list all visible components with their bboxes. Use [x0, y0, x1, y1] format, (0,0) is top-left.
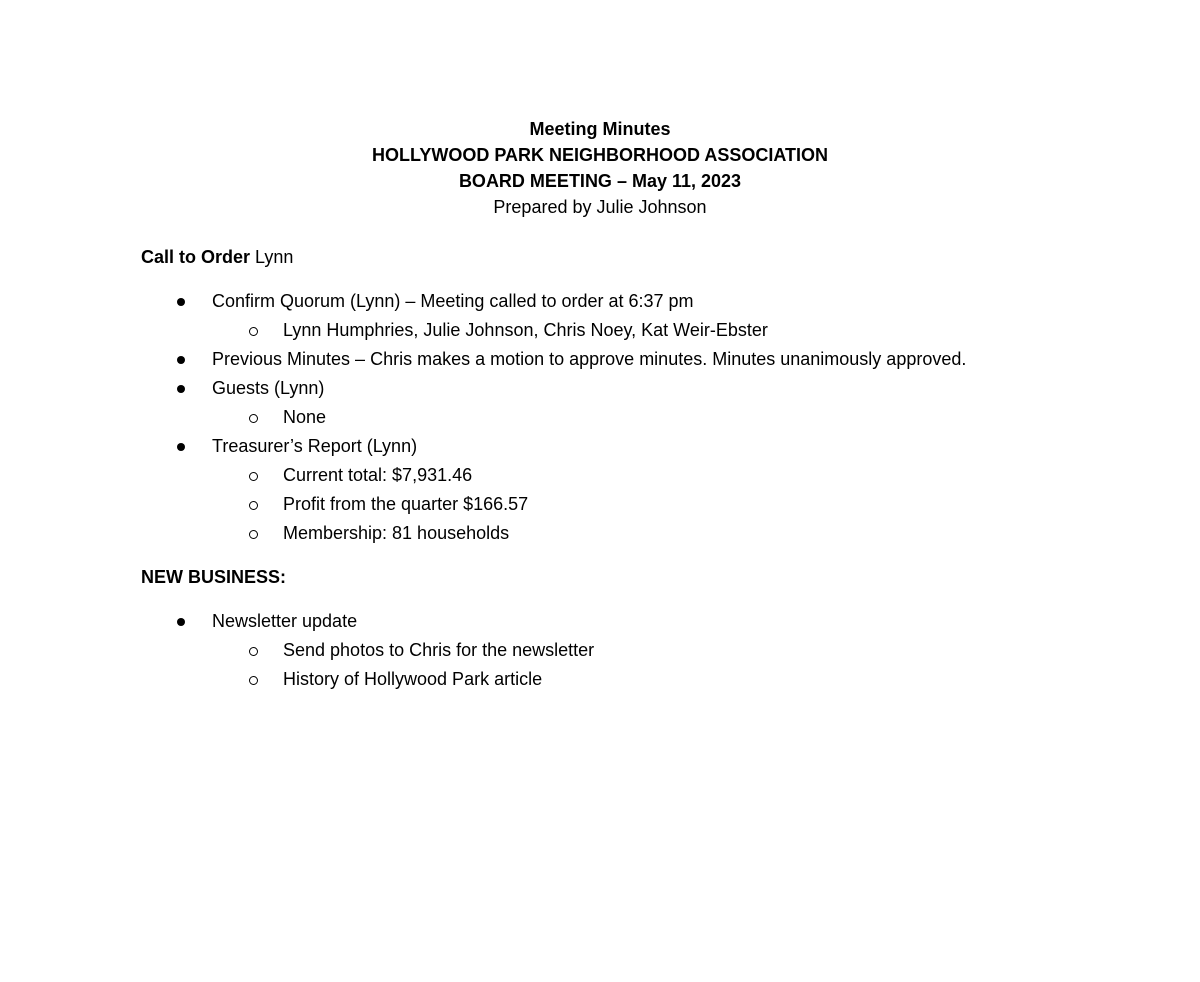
list-item — [0, 345, 1200, 374]
list-item-text: Membership: 81 households — [283, 523, 510, 543]
document-header — [0, 116, 1200, 220]
list-item-text: Lynn Humphries, Julie Johnson, Chris Noey, Kat Weir-Ebster — [283, 320, 768, 340]
bullet-icon — [177, 385, 185, 393]
list-item — [0, 403, 1200, 432]
hollow-bullet-icon — [249, 676, 258, 685]
list-item-text: Guests (Lynn) — [212, 378, 325, 398]
list-item-text: Current total: $7,931.46 — [283, 465, 473, 485]
list-item-text: History of Hollywood Park article — [283, 669, 543, 689]
hollow-bullet-icon — [249, 647, 258, 656]
hollow-bullet-icon — [249, 530, 258, 539]
list-item — [0, 461, 1200, 490]
bullet-icon — [177, 298, 185, 306]
list-item — [0, 287, 1200, 316]
call-to-order-heading — [141, 244, 293, 270]
list-item — [0, 316, 1200, 345]
list-item — [0, 519, 1200, 548]
meeting-title: BOARD MEETING – May 11, 2023 — [458, 171, 742, 191]
call-to-order-list — [0, 287, 1200, 548]
list-item — [0, 490, 1200, 519]
list-item — [0, 374, 1200, 403]
prepared-by: Prepared by Julie Johnson — [493, 197, 707, 217]
hollow-bullet-icon — [249, 327, 258, 336]
bullet-icon — [177, 443, 185, 451]
list-item — [0, 607, 1200, 636]
call-to-order-label: Call to Order — [141, 247, 251, 267]
call-to-order-person: Lynn — [250, 247, 294, 267]
bullet-icon — [177, 356, 185, 364]
list-item-text: Profit from the quarter $166.57 — [283, 494, 529, 514]
list-item — [0, 636, 1200, 665]
list-item-text: Newsletter update — [212, 611, 358, 631]
new-business-heading: NEW BUSINESS: — [141, 567, 287, 587]
list-item-text: Treasurer’s Report (Lynn) — [212, 436, 418, 456]
hollow-bullet-icon — [249, 414, 258, 423]
list-item-text: Confirm Quorum (Lynn) – Meeting called to order at 6:37 pm — [212, 291, 694, 311]
list-item — [0, 665, 1200, 694]
hollow-bullet-icon — [249, 501, 258, 510]
document-title: Meeting Minutes — [529, 119, 671, 139]
list-item-text: None — [283, 407, 327, 427]
hollow-bullet-icon — [249, 472, 258, 481]
list-item-text: Send photos to Chris for the newsletter — [283, 640, 595, 660]
organization-name: HOLLYWOOD PARK NEIGHBORHOOD ASSOCIATION — [371, 145, 828, 165]
new-business-list — [0, 607, 1200, 694]
list-item-text: Previous Minutes – Chris makes a motion to approve minutes. Minutes unanimously approved. — [212, 349, 967, 369]
bullet-icon — [177, 618, 185, 626]
list-item — [0, 432, 1200, 461]
